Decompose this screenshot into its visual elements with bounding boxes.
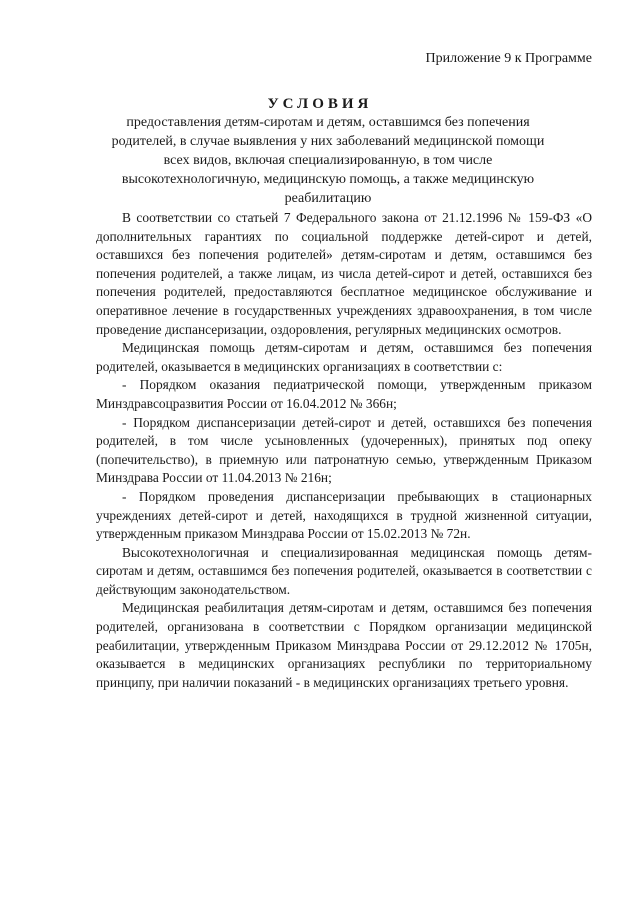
annex-label: Приложение 9 к Программе <box>425 51 592 66</box>
list-item-stationary-order: - Порядком проведения диспансеризации пребывающих в стационарных учреждениях детей-сирот и детей, находящихся в трудной жизненной ситуации, утвержденным приказом Минздрава России от 15.02.2013 № 72н. <box>96 488 592 542</box>
document-body <box>96 209 592 692</box>
list-item-pediatric-order: - Порядком оказания педиатрической помощи, утвержденным приказом Минздравсоцразвития России от 16.04.2012 № 366н; <box>96 377 592 411</box>
paragraph-medical-help: Медицинская помощь детям-сиротам и детям, оставшимся без попечения родителей, оказывается в медицинских организациях в соответствии с: <box>96 340 592 374</box>
paragraph-law-reference: В соответствии со статьей 7 Федерального закона от 21.12.1996 № 159-ФЗ «О дополнительных гарантиях по социальной поддержке детей-сирот и детей, оставшихся без попечения родителей» детям-сиротам и детям, оставшимся без попечения родителей, а также лицам, из числа детей-сирот и детей, оставшихся без попечения родителей, предоставляются бесплатное медицинское обслуживание и оперативное лечение в государственных учреждениях здравоохранения, в том числе проведение диспансеризации, оздоровления, регулярных медицинских осмотров. <box>96 210 592 337</box>
paragraph-high-tech-care: Высокотехнологичная и специализированная медицинская помощь детям-сиротам и детям, оставшимся без попечения родителей, оказывается в соответствии с действующим законодательством. <box>96 544 592 597</box>
document-title: УСЛОВИЯ <box>267 96 373 112</box>
list-item-dispensary-order: - Порядком диспансеризации детей-сирот и детей, оставшихся без попечения родителей, в том числе усыновленных (удочеренных), принятых под опеку (попечительство), в приемную или патронатную семью, утвержденным Приказом Минздрава России от 11.04.2013 № 216н; <box>96 414 592 486</box>
document-subtitle: предоставления детям-сиротам и детям, оставшимся без попечения родителей, в случае выявления у них заболеваний медицинской помощи всех видов, включая специализированную, в том числе высокотехнологичную, медицинскую помощь, а также медицинскую реабилитацию <box>111 115 545 206</box>
paragraph-rehabilitation: Медицинская реабилитация детям-сиротам и детям, оставшимся без попечения родителей, организована в соответствии с Порядком организации медицинской реабилитации, утвержденным Приказом Минздрава России от 29.12.2012 № 1705н, оказывается в медицинских организациях республики по территориальному принципу, при наличии показаний - в медицинских организациях третьего уровня. <box>96 600 592 690</box>
